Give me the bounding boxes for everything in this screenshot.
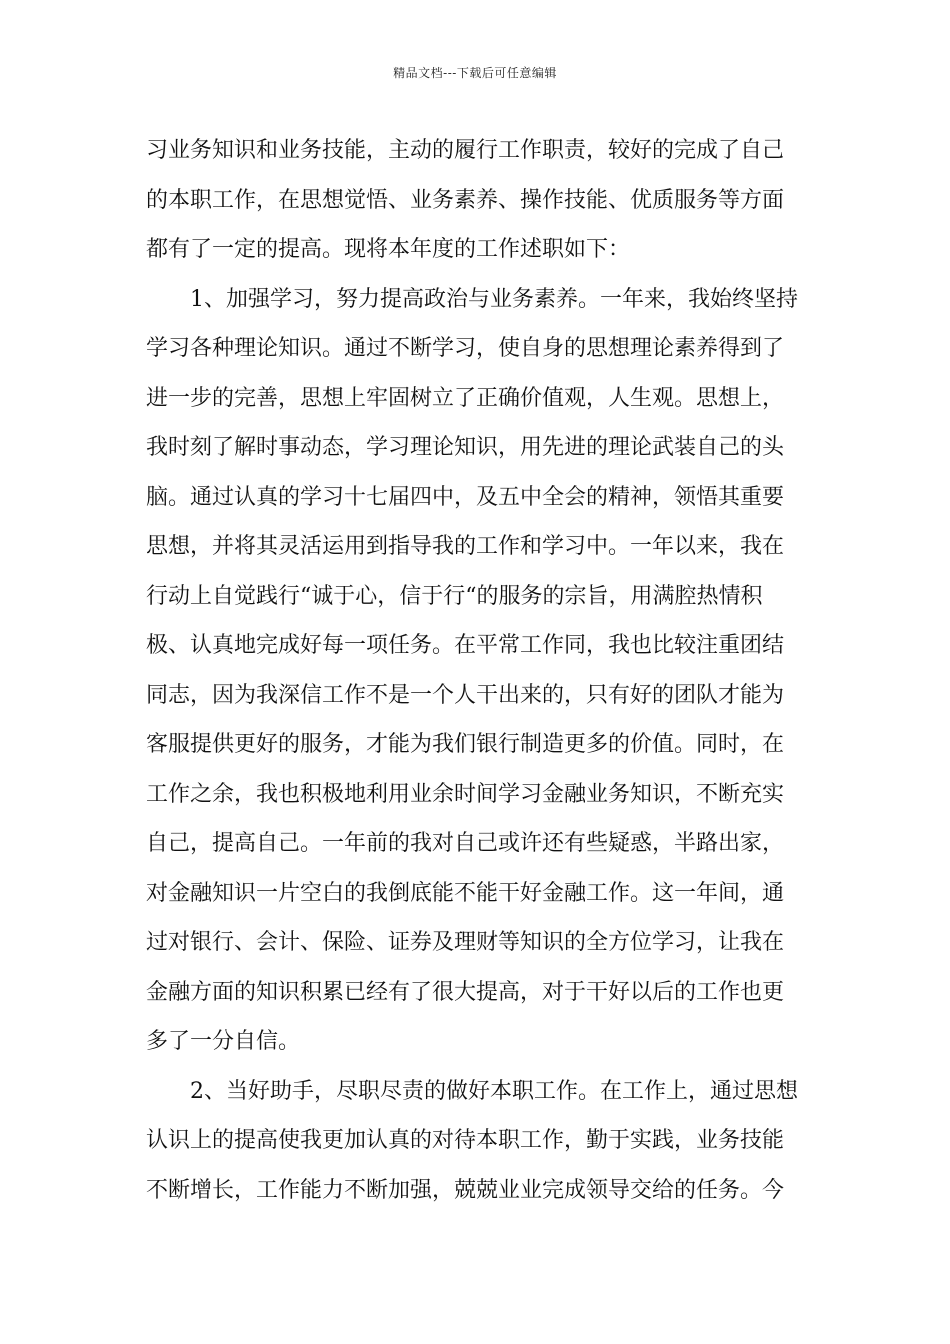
text-line: 同志，因为我深信工作不是一个人干出来的，只有好的团队才能为 — [146, 682, 785, 708]
text-line: 客服提供更好的服务，才能为我们银行制造更多的价值。同时，在 — [146, 732, 785, 757]
text-line: 的本职工作，在思想觉悟、业务素养、操作技能、优质服务等方面 — [146, 187, 785, 213]
document-body — [146, 126, 812, 1215]
text-line: 过对银行、会计、保险、证券及理财等知识的全方位学习，让我在 — [146, 930, 785, 955]
text-line: 学习各种理论知识。通过不断学习，使自身的思想理论素养得到了 — [146, 336, 785, 361]
text-line: 我时刻了解时事动态，学习理论知识，用先进的理论武装自己的头 — [146, 435, 785, 460]
text-line: 多了一分自信。 — [146, 1029, 301, 1054]
text-line: 极、认真地完成好每一项任务。在平常工作同，我也比较注重团结 — [146, 633, 785, 658]
paragraph-start-line: 1、加强学习，努力提高政治与业务素养。一年来，我始终坚持 — [190, 286, 798, 312]
text-line: 习业务知识和业务技能，主动的履行工作职责，较好的完成了自己 — [146, 138, 785, 163]
paragraph-start-line: 2、当好助手，尽职尽责的做好本职工作。在工作上，通过思想 — [190, 1078, 798, 1104]
text-line: 进一步的完善，思想上牢固树立了正确价值观，人生观。思想上， — [146, 385, 785, 411]
text-line: 思想，并将其灵活运用到指导我的工作和学习中。一年以来，我在 — [146, 534, 785, 559]
text-line: 认识上的提高使我更加认真的对待本职工作，勤于实践，业务技能 — [146, 1128, 785, 1153]
text-line: 金融方面的知识积累已经有了很大提高，对于干好以后的工作也更 — [146, 979, 785, 1005]
text-line: 不断增长，工作能力不断加强，兢兢业业完成领导交给的任务。今 — [146, 1177, 785, 1203]
text-line: 都有了一定的提高。现将本年度的工作述职如下： — [146, 237, 631, 262]
text-line: 工作之余，我也积极地利用业余时间学习金融业务知识，不断充实 — [146, 781, 785, 807]
text-line: 脑。通过认真的学习十七届四中，及五中全会的精神，领悟其重要 — [146, 484, 785, 510]
text-line: 自己，提高自己。一年前的我对自己或许还有些疑惑，半路出家， — [146, 831, 785, 856]
page-header: 精品文档---下载后可任意编辑 — [393, 66, 557, 80]
text-line: 对金融知识一片空白的我倒底能不能干好金融工作。这一年间，通 — [146, 880, 785, 906]
text-line: 行动上自觉践行“诚于心，信于行“的服务的宗旨，用满腔热情积 — [146, 583, 763, 609]
